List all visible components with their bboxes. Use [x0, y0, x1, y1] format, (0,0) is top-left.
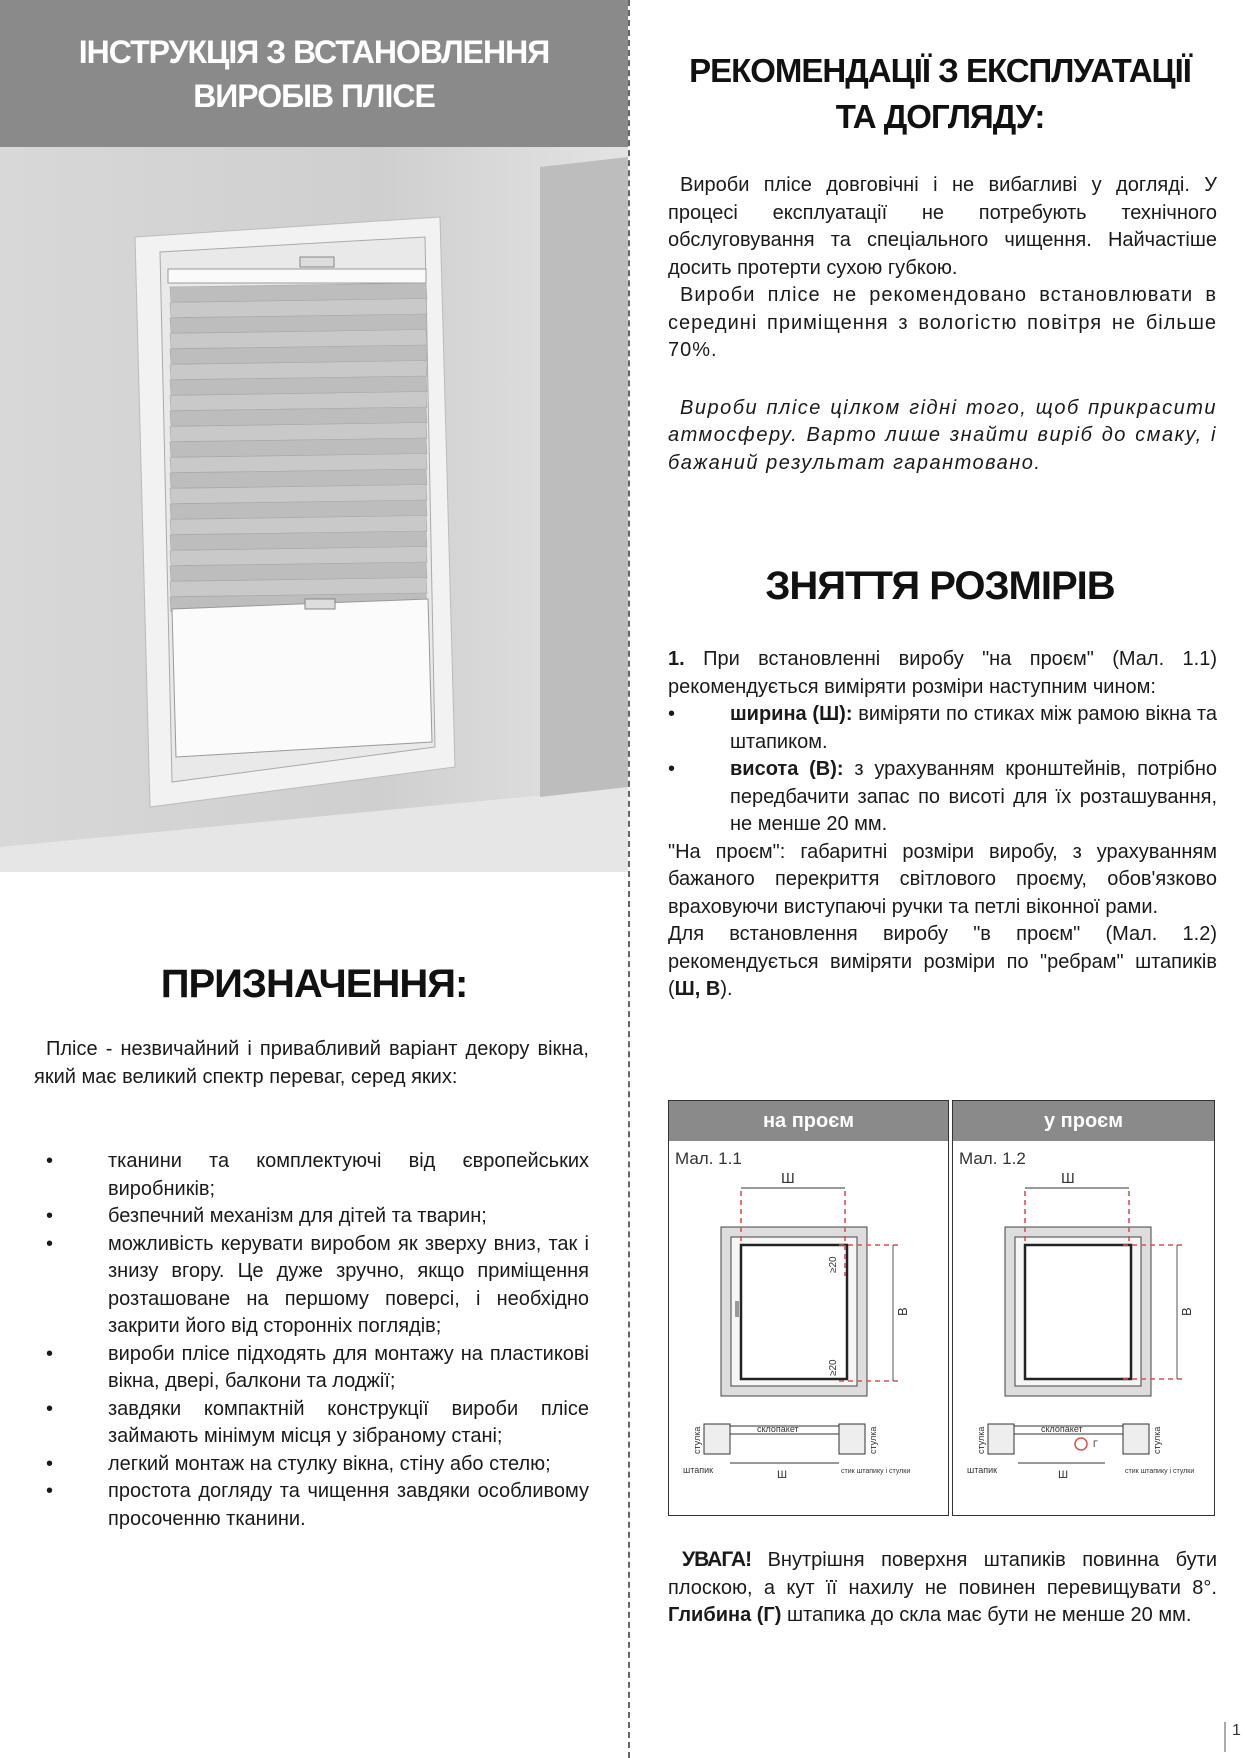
inset-para — [668, 921, 1217, 1004]
section-title-purpose: ПРИЗНАЧЕННЯ: — [160, 962, 468, 1006]
joint-label: стик штапику і стулки — [1125, 1468, 1195, 1475]
care-para-1: Вироби плісе довговічні і не вибагливі у догляді. У процесі експлуатації не потребують технічного обслуговування та спеціального чищення. Найчастіше досить протерти сухою губкою. — [668, 174, 1217, 279]
list-item: • можливість керувати виробом як зверху вниз, так і знизу вгору. Це дуже зручно, якщо приміщення розташоване на першому поверсі, і необхідно закрити його від сторонніх поглядів; — [46, 1231, 589, 1341]
width-label: Ш — [781, 1170, 795, 1187]
bead-label: штапик — [967, 1465, 998, 1475]
diagram-panel-on-opening — [668, 1100, 949, 1516]
warning-bold: Глибина (Г) — [668, 1604, 782, 1626]
depth-label: Г — [1093, 1439, 1098, 1449]
width-label: Ш — [777, 1469, 788, 1481]
care-text — [668, 172, 1217, 477]
list-item: • простота догляду та чищення завдяки особливому просоченню тканини. — [46, 1478, 589, 1533]
care-para-3: Вироби плісе цілком гідні того, щоб прикрасити атмосферу. Варто лише знайти виріб до смаку, і бажаний результат гарантовано. — [668, 396, 1217, 474]
section-title-measure: ЗНЯТТЯ РОЗМІРІВ — [765, 564, 1115, 608]
diagram-panel-in-opening — [952, 1100, 1215, 1516]
panel-header: на проєм — [669, 1101, 948, 1141]
height-label: В — [895, 1307, 910, 1316]
list-item: • вироби плісе підходять для монтажу на пластикові вікна, двері, балкони та лоджії; — [46, 1341, 589, 1396]
min-label: ≥20 — [828, 1256, 839, 1273]
list-item: • завдяки компактній конструкції вироби плісе займають мінімум місця у зібраному стані; — [46, 1396, 589, 1451]
care-title — [640, 48, 1240, 140]
heading-text: ТА ДОГЛЯДУ: — [835, 98, 1045, 135]
joint-label: стик штапику і стулки — [841, 1468, 911, 1475]
measure-list — [668, 701, 1217, 839]
warning-icon — [1075, 1438, 1087, 1450]
panel-header: у проєм — [953, 1101, 1214, 1141]
item-text: з урахуванням кронштейнів, потрібно передбачити запас по висоті для їх розташування, не менше 20 мм. — [730, 758, 1217, 835]
item-text: виміряти по стиках між рамою вікна та штапиком. — [730, 703, 1217, 753]
glass-label: склопакет — [1041, 1424, 1083, 1434]
min-label: ≥20 — [828, 1359, 839, 1376]
warning-label: УВАГА! — [682, 1548, 752, 1571]
sash-label-right: стулка — [1152, 1426, 1162, 1454]
inset-end: ). — [720, 978, 733, 1000]
document-title — [0, 30, 628, 118]
page-number: 1 — [1224, 1722, 1241, 1752]
heading-text: РЕКОМЕНДАЦІЇ З ЕКСПЛУАТАЦІЇ — [689, 52, 1191, 89]
title-line: ВИРОБІВ ПЛІСЕ — [193, 78, 435, 114]
inset-text: Для встановлення виробу "в проєм" (Мал. 1.2) рекомендується виміряти розміри по "ребрам" штапиків ( — [668, 923, 1217, 1000]
title-line: ІНСТРУКЦІЯ З ВСТАНОВЛЕННЯ — [78, 34, 550, 70]
list-item — [668, 701, 1217, 756]
measure-text — [668, 646, 1217, 1004]
width-label: Ш — [1058, 1469, 1069, 1481]
list-item: • тканини та комплектуючі від європейських виробників; — [46, 1148, 589, 1203]
item-term: висота (В): — [730, 758, 844, 780]
glass-label: склопакет — [757, 1424, 799, 1434]
figure-caption: Мал. 1.2 — [959, 1149, 1026, 1168]
warning-note — [668, 1546, 1217, 1630]
inset-bold: Ш, В — [674, 978, 721, 1000]
column-divider — [628, 0, 630, 1758]
sash-label-left: стулка — [692, 1426, 702, 1454]
benefits-list — [46, 1148, 589, 1533]
figure-caption: Мал. 1.1 — [675, 1149, 742, 1168]
height-label: В — [1179, 1307, 1194, 1316]
intro-text: Плісе - незвичайний і привабливий варіант декору вікна, який має великий спектр переваг, серед яких: — [34, 1038, 589, 1088]
warning-text: Внутрішня поверхня штапиків повинна бути плоскою, а кут її нахилу не повинен перевищувати 8°. — [668, 1549, 1217, 1599]
sash-label-right: стулка — [868, 1426, 878, 1454]
pleated-blind-photo — [0, 147, 628, 872]
overlay-para: "На проєм": габаритні розміри виробу, з урахуванням бажаного перекриття світлового проєму, обов'язково враховуючи виступаючі ручки та петлі віконної рами. — [668, 840, 1217, 918]
bead-label: штапик — [683, 1465, 714, 1475]
care-para-2: Вироби плісе не рекомендовано встановлювати в середині приміщення з вологістю повітря не більше 70%. — [668, 284, 1217, 361]
item-term: ширина (Ш): — [730, 703, 853, 725]
step-intro: При встановленні виробу "на проєм" (Мал. 1.1) рекомендується виміряти розміри наступним чином: — [668, 648, 1217, 698]
warning-text-end: штапика до скла має бути не менше 20 мм. — [786, 1604, 1192, 1626]
list-item: • безпечний механізм для дітей та тварин; — [46, 1203, 589, 1231]
list-item — [668, 756, 1217, 839]
list-item: • легкий монтаж на стулку вікна, стіну або стелю; — [46, 1451, 589, 1479]
sash-label-left: стулка — [976, 1426, 986, 1454]
purpose-intro — [34, 1036, 589, 1091]
step-number: 1. — [668, 648, 685, 670]
width-label: Ш — [1061, 1170, 1075, 1187]
